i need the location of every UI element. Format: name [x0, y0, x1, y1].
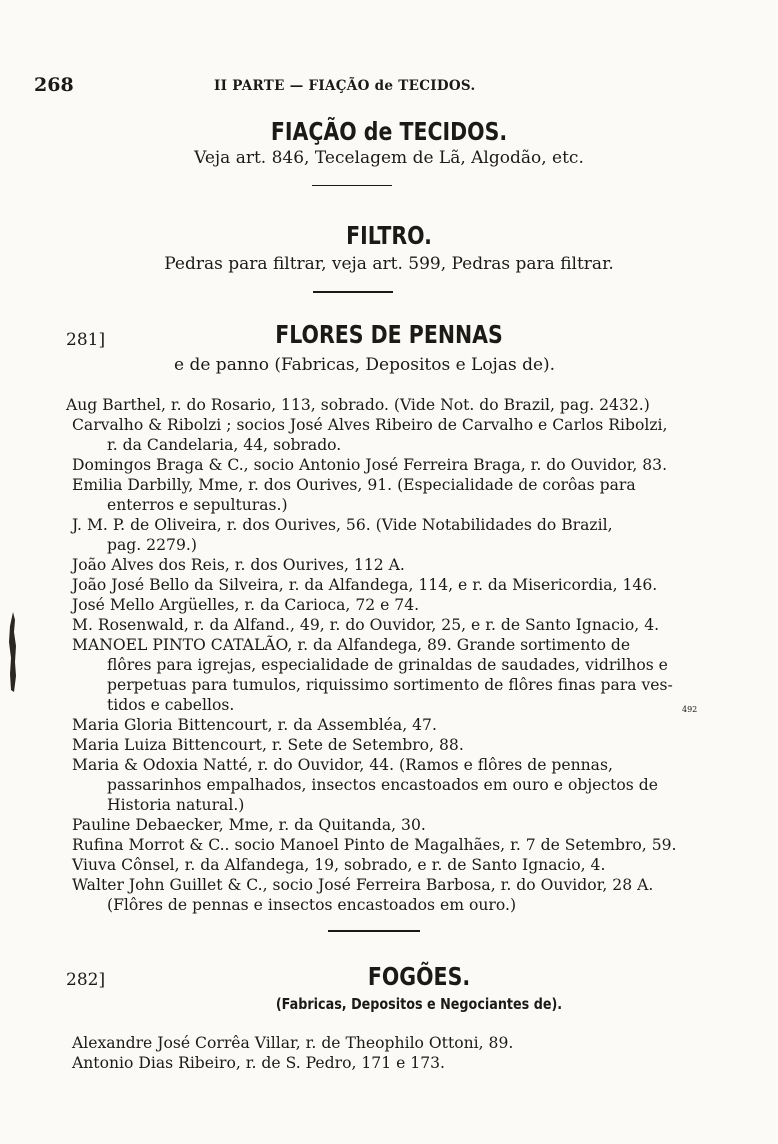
list-item: Maria Gloria Bittencourt, r. da Assembléa, 47. — [72, 716, 437, 734]
list-item: Maria & Odoxia Natté, r. do Ouvidor, 44. (Ramos e flôres de pennas, — [72, 756, 613, 774]
list-item: Pauline Debaecker, Mme, r. da Quitanda, 30. — [72, 816, 426, 834]
list-item: tidos e cabellos. — [107, 696, 235, 714]
list-item: Historia natural.) — [107, 796, 245, 814]
list-item: perpetuas para tumulos, riquissimo sortimento de flôres finas para ves- — [107, 676, 673, 694]
page-number: 268 — [34, 74, 74, 96]
list-item: M. Rosenwald, r. da Alfand., 49, r. do Ouvidor, 25, e r. de Santo Ignacio, 4. — [72, 616, 660, 634]
filtro-reference: Pedras para filtrar, veja art. 599, Pedras para filtrar. — [164, 254, 614, 274]
list-item: Rufina Morrot & C.. socio Manoel Pinto de Magalhães, r. 7 de Setembro, 59. — [72, 836, 677, 854]
list-item: flôres para igrejas, especialidade de grinaldas de saudades, vidrilhos e — [107, 656, 668, 674]
section-title-fiacao: FIAÇÃO de TECIDOS. — [270, 117, 508, 146]
list-item: pag. 2279.) — [107, 536, 197, 554]
list-item: Viuva Cônsel, r. da Alfandega, 19, sobrado, e r. de Santo Ignacio, 4. — [72, 856, 606, 874]
ink-mark-decoration — [6, 612, 18, 692]
list-item: J. M. P. de Oliveira, r. dos Ourives, 56. (Vide Notabilidades do Brazil, — [72, 516, 613, 534]
list-item: Emilia Darbilly, Mme, r. dos Ourives, 91. (Especialidade de corôas para — [72, 476, 636, 494]
list-item: Aug Barthel, r. do Rosario, 113, sobrado. (Vide Not. do Brazil, pag. 2432.) — [66, 396, 650, 414]
section-number: 282] — [66, 970, 106, 990]
list-item: José Mello Argüelles, r. da Carioca, 72 e 74. — [72, 596, 420, 614]
section-title-flores: FLORES DE PENNAS — [275, 320, 503, 349]
section-subtitle: e de panno (Fabricas, Depositos e Lojas de). — [174, 355, 556, 375]
list-item: Antonio Dias Ribeiro, r. de S. Pedro, 171 e 173. — [72, 1054, 446, 1072]
side-note: 492 — [682, 705, 698, 714]
list-item: passarinhos empalhados, insectos encastoados em ouro e objectos de — [107, 776, 658, 794]
divider — [312, 185, 392, 186]
section-subtitle: (Fabricas, Depositos e Negociantes de). — [275, 995, 563, 1013]
section-number: 281] — [66, 330, 106, 350]
running-title: II PARTE — FIAÇÃO de TECIDOS. — [214, 78, 476, 94]
list-item: Alexandre José Corrêa Villar, r. de Theophilo Ottoni, 89. — [72, 1034, 514, 1052]
divider — [328, 930, 420, 932]
list-item: João José Bello da Silveira, r. da Alfandega, 114, e r. da Misericordia, 146. — [72, 576, 658, 594]
section-title-filtro: FILTRO. — [346, 221, 432, 250]
list-item: Walter John Guillet & C., socio José Ferreira Barbosa, r. do Ouvidor, 28 A. — [72, 876, 654, 894]
list-item: Carvalho & Ribolzi ; socios José Alves Ribeiro de Carvalho e Carlos Ribolzi, — [72, 416, 668, 434]
list-item: MANOEL PINTO CATALÃO, r. da Alfandega, 89. Grande sortimento de — [72, 636, 631, 654]
section-title-fogoes: FOGÕES. — [367, 962, 471, 991]
list-item: João Alves dos Reis, r. dos Ourives, 112 A. — [72, 556, 405, 574]
list-item: Maria Luiza Bittencourt, r. Sete de Setembro, 88. — [72, 736, 464, 754]
list-item: r. da Candelaria, 44, sobrado. — [107, 436, 342, 454]
list-item: enterros e sepulturas.) — [107, 496, 288, 514]
divider — [313, 291, 393, 293]
fiacao-reference: Veja art. 846, Tecelagem de Lã, Algodão, etc. — [194, 148, 584, 168]
list-item: Domingos Braga & C., socio Antonio José Ferreira Braga, r. do Ouvidor, 83. — [72, 456, 668, 474]
list-item: (Flôres de pennas e insectos encastoados em ouro.) — [107, 896, 517, 914]
